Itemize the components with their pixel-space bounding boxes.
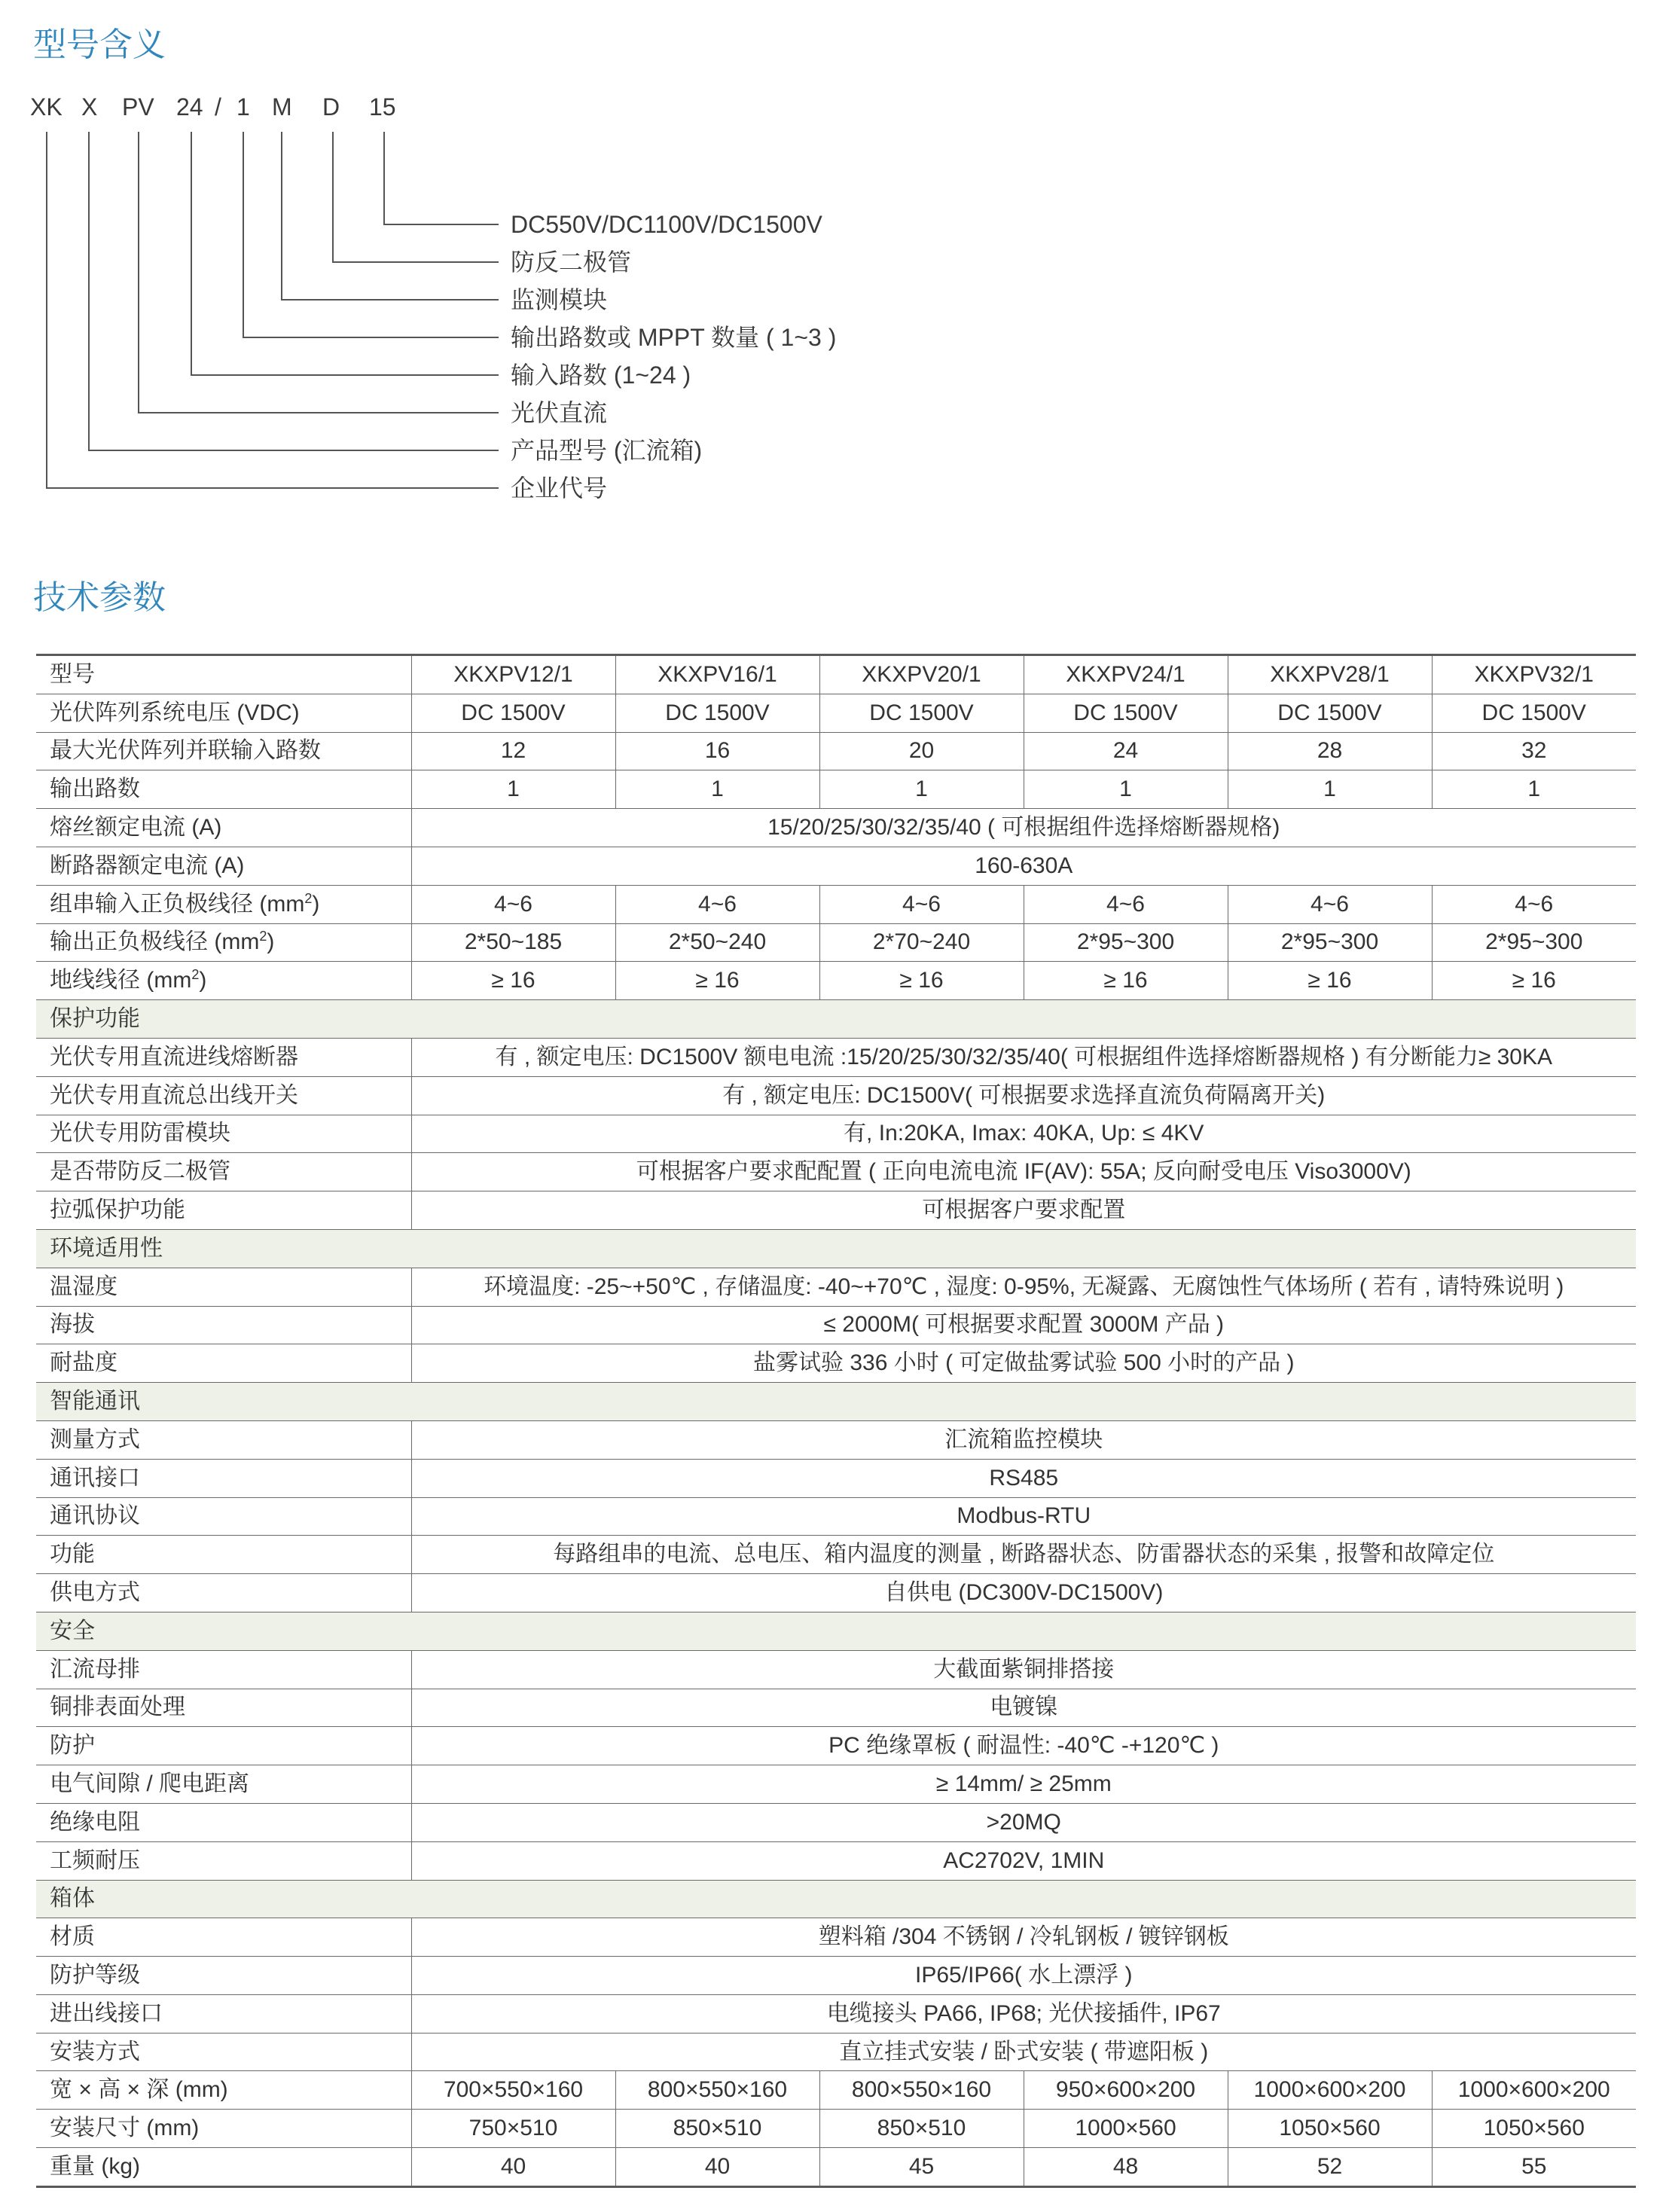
code-description: 防反二极管 <box>511 249 632 276</box>
table-row <box>36 1957 1636 1995</box>
row-value: 4~6 <box>411 885 615 923</box>
row-label-text: 地线线径 (mm <box>50 968 192 993</box>
row-label <box>36 809 411 847</box>
row-value: 塑料箱 /304 不锈钢 / 冷轧钢板 / 镀锌钢板 <box>411 1918 1636 1957</box>
row-value: 环境温度: -25~+50℃ , 存储温度: -40~+70℃ , 湿度: 0-95%, 无凝露、无腐蚀性气体场所 ( 若有 , 请特殊说明 ) <box>411 1268 1636 1306</box>
row-value: 电镀镍 <box>411 1689 1636 1727</box>
row-label-text: 宽 × 高 × 深 (mm) <box>50 2077 228 2103</box>
spec-table <box>36 654 1636 2188</box>
table-row <box>36 1994 1636 2033</box>
table-row <box>36 732 1636 770</box>
row-value: 950×600×200 <box>1024 2071 1228 2110</box>
row-label-text: 最大光伏阵列并联输入路数 <box>50 738 321 764</box>
row-value: ≥ 16 <box>1024 962 1228 1000</box>
connector-line <box>191 132 499 375</box>
row-value: 750×510 <box>411 2110 615 2148</box>
row-value: 160-630A <box>411 847 1636 885</box>
table-row <box>36 1115 1636 1153</box>
row-label <box>36 1497 411 1536</box>
row-label-text: 海拔 <box>50 1312 95 1338</box>
row-value: 850×510 <box>819 2110 1024 2148</box>
model-meaning-title: 型号含义 <box>33 26 166 63</box>
row-label-text: 光伏阵列系统电压 (VDC) <box>50 700 300 725</box>
table-row <box>36 1076 1636 1115</box>
row-label-text: 重量 (kg) <box>50 2153 140 2179</box>
row-value: RS485 <box>411 1459 1636 1497</box>
row-label <box>36 847 411 885</box>
row-value: 盐雾试验 336 小时 ( 可定做盐雾试验 500 小时的产品 ) <box>411 1344 1636 1383</box>
header-model: XKXPV28/1 <box>1228 655 1432 694</box>
table-row <box>36 1841 1636 1880</box>
connector-line <box>47 132 499 488</box>
row-label <box>36 1727 411 1765</box>
header-model: XKXPV32/1 <box>1432 655 1636 694</box>
section-header-row <box>36 1229 1636 1268</box>
table-row <box>36 2110 1636 2148</box>
row-label-text: 是否带防反二极管 <box>50 1159 230 1185</box>
row-value: 1000×560 <box>1024 2110 1228 2148</box>
row-value: 1000×600×200 <box>1432 2071 1636 2110</box>
code-part-inputs: 24 <box>176 93 203 121</box>
header-model: XKXPV20/1 <box>819 655 1024 694</box>
row-value: AC2702V, 1MIN <box>411 1841 1636 1880</box>
row-label <box>36 1076 411 1115</box>
row-value: 2*50~185 <box>411 923 615 962</box>
row-label <box>36 1115 411 1153</box>
row-label-text: 断路器额定电流 (A) <box>50 853 245 878</box>
row-label <box>36 1765 411 1804</box>
row-label-text: 功能 <box>50 1542 95 1567</box>
connector-line <box>384 132 499 224</box>
row-value: 自供电 (DC300V-DC1500V) <box>411 1574 1636 1612</box>
row-value: 2*95~300 <box>1024 923 1228 962</box>
row-label-text: 铜排表面处理 <box>50 1695 185 1720</box>
row-label <box>36 923 411 962</box>
section-header-row <box>36 1612 1636 1650</box>
code-part-voltage: 15 <box>369 93 396 121</box>
connector-line <box>333 132 499 262</box>
table-row <box>36 1191 1636 1230</box>
row-label-suffix: ) <box>267 929 275 955</box>
table-row <box>36 1306 1636 1344</box>
row-value: 可根据客户要求配置 <box>411 1191 1636 1230</box>
header-model: XKXPV12/1 <box>411 655 615 694</box>
row-label <box>36 2033 411 2071</box>
row-value: >20MQ <box>411 1803 1636 1841</box>
row-value: 4~6 <box>819 885 1024 923</box>
row-label-text: 进出线接口 <box>50 2000 163 2026</box>
table-row <box>36 809 1636 847</box>
row-label-text: 电气间隙 / 爬电距离 <box>50 1771 250 1796</box>
row-value: 15/20/25/30/32/35/40 ( 可根据组件选择熔断器规格) <box>411 809 1636 847</box>
row-label <box>36 1268 411 1306</box>
row-label-text: 通讯协议 <box>50 1503 140 1529</box>
connector-line <box>89 132 499 450</box>
row-value: 24 <box>1024 732 1228 770</box>
row-label-text: 供电方式 <box>50 1580 140 1606</box>
row-value: 45 <box>819 2148 1024 2187</box>
table-row <box>36 1918 1636 1957</box>
row-label <box>36 2110 411 2148</box>
row-label-text: 输出正负极线径 (mm <box>50 929 260 955</box>
row-value: ≥ 16 <box>615 962 819 1000</box>
row-value: 可根据客户要求配配置 ( 正向电流电流 IF(AV): 55A; 反向耐受电压 Viso3000V) <box>411 1153 1636 1191</box>
row-value: ≥ 16 <box>1432 962 1636 1000</box>
row-label-text: 光伏专用直流总出线开关 <box>50 1082 298 1108</box>
row-label-text: 光伏专用直流进线熔断器 <box>50 1044 298 1069</box>
row-label-text: 防护等级 <box>50 1962 140 1988</box>
row-value: ≤ 2000M( 可根据要求配置 3000M 产品 ) <box>411 1306 1636 1344</box>
row-label <box>36 1957 411 1995</box>
code-part-diode: D <box>322 93 340 121</box>
table-row <box>36 770 1636 809</box>
row-value: 40 <box>615 2148 819 2187</box>
row-label <box>36 1689 411 1727</box>
table-row <box>36 1689 1636 1727</box>
table-row <box>36 1765 1636 1804</box>
row-value: 1000×600×200 <box>1228 2071 1432 2110</box>
table-row <box>36 1803 1636 1841</box>
row-label <box>36 1153 411 1191</box>
row-value: DC 1500V <box>1432 694 1636 732</box>
table-row <box>36 1536 1636 1574</box>
row-label-text: 组串输入正负极线径 (mm <box>50 891 305 917</box>
row-label-text: 耐盐度 <box>50 1350 117 1376</box>
row-value: 48 <box>1024 2148 1228 2187</box>
row-label <box>36 694 411 732</box>
code-description: 企业代号 <box>511 474 608 502</box>
row-label-text: 温湿度 <box>50 1274 117 1299</box>
row-value: ≥ 16 <box>1228 962 1432 1000</box>
row-value: DC 1500V <box>1228 694 1432 732</box>
row-value: 20 <box>819 732 1024 770</box>
row-value: 4~6 <box>1024 885 1228 923</box>
connector-line <box>139 132 499 413</box>
code-description: 输入路数 (1~24 ) <box>511 362 691 389</box>
row-value: IP65/IP66( 水上漂浮 ) <box>411 1957 1636 1995</box>
row-value: 2*95~300 <box>1432 923 1636 962</box>
row-label-suffix: ) <box>199 968 207 993</box>
row-value: 16 <box>615 732 819 770</box>
code-part-monitor: M <box>272 93 292 121</box>
code-description: 产品型号 (汇流箱) <box>511 437 703 464</box>
row-value: 有 , 额定电压: DC1500V 额电电流 :15/20/25/30/32/35/40( 可根据组件选择熔断器规格 ) 有分断能力≥ 30KA <box>411 1038 1636 1076</box>
section-header-row <box>36 1000 1636 1039</box>
row-value: 汇流箱监控模块 <box>411 1420 1636 1459</box>
row-label-text: 工频耐压 <box>50 1847 140 1873</box>
table-row <box>36 1574 1636 1612</box>
table-row <box>36 694 1636 732</box>
row-value: 12 <box>411 732 615 770</box>
row-label <box>36 1459 411 1497</box>
row-value: DC 1500V <box>615 694 819 732</box>
row-label-text: 材质 <box>50 1924 95 1950</box>
table-row <box>36 847 1636 885</box>
header-model: XKXPV24/1 <box>1024 655 1228 694</box>
row-value: 有 , 额定电压: DC1500V( 可根据要求选择直流负荷隔离开关) <box>411 1076 1636 1115</box>
connector-line <box>282 132 499 300</box>
row-label <box>36 1841 411 1880</box>
section-header-label: 智能通讯 <box>36 1383 1636 1421</box>
row-label-text: 安装方式 <box>50 2039 140 2064</box>
row-value: 4~6 <box>1228 885 1432 923</box>
code-description: 监测模块 <box>511 286 608 313</box>
code-part-enterprise: XK <box>30 93 63 121</box>
row-value: DC 1500V <box>819 694 1024 732</box>
row-label <box>36 1191 411 1230</box>
row-label <box>36 1536 411 1574</box>
header-label: 型号 <box>36 655 411 694</box>
row-label-superscript: 2 <box>259 929 267 944</box>
row-label <box>36 732 411 770</box>
row-label <box>36 1306 411 1344</box>
section-header-row <box>36 1880 1636 1918</box>
section-header-row <box>36 1383 1636 1421</box>
table-row <box>36 962 1636 1000</box>
code-description: DC550V/DC1100V/DC1500V <box>511 211 822 238</box>
row-label <box>36 1650 411 1689</box>
table-row <box>36 1420 1636 1459</box>
table-row <box>36 2148 1636 2187</box>
row-label <box>36 770 411 809</box>
table-row <box>36 885 1636 923</box>
section-header-label: 安全 <box>36 1612 1636 1650</box>
spec-table-body <box>36 655 1636 2187</box>
row-label-superscript: 2 <box>304 890 313 906</box>
row-label-text: 输出路数 <box>50 776 140 802</box>
table-row <box>36 1268 1636 1306</box>
code-part-slash: / <box>215 93 221 121</box>
row-value: 大截面紫铜排搭接 <box>411 1650 1636 1689</box>
row-value: 1 <box>819 770 1024 809</box>
table-row <box>36 2071 1636 2110</box>
row-value: 电缆接头 PA66, IP68; 光伏接插件, IP67 <box>411 1994 1636 2033</box>
row-label <box>36 885 411 923</box>
row-value: 40 <box>411 2148 615 2187</box>
row-label-superscript: 2 <box>191 967 200 983</box>
row-label-text: 绝缘电阻 <box>50 1809 140 1835</box>
row-value: 28 <box>1228 732 1432 770</box>
table-row <box>36 2033 1636 2071</box>
row-value: 1 <box>1024 770 1228 809</box>
row-value: 4~6 <box>1432 885 1636 923</box>
row-value: 有, In:20KA, Imax: 40KA, Up: ≤ 4KV <box>411 1115 1636 1153</box>
model-code-connector-lines <box>0 0 1666 542</box>
row-value: 1050×560 <box>1432 2110 1636 2148</box>
row-value: 52 <box>1228 2148 1432 2187</box>
code-description: 光伏直流 <box>511 399 608 426</box>
row-label <box>36 1574 411 1612</box>
row-value: 每路组串的电流、总电压、箱内温度的测量 , 断路器状态、防雷器状态的采集 , 报警和故障定位 <box>411 1536 1636 1574</box>
table-row <box>36 1344 1636 1383</box>
row-value: PC 绝缘罩板 ( 耐温性: -40℃ -+120℃ ) <box>411 1727 1636 1765</box>
row-label-text: 拉弧保护功能 <box>50 1198 185 1223</box>
code-part-product: X <box>81 93 98 121</box>
table-row <box>36 1153 1636 1191</box>
row-value: 55 <box>1432 2148 1636 2187</box>
row-label <box>36 1918 411 1957</box>
row-label-text: 安装尺寸 (mm) <box>50 2116 200 2141</box>
row-label-text: 通讯接口 <box>50 1465 140 1490</box>
table-row <box>36 1459 1636 1497</box>
row-label-text: 熔丝额定电流 (A) <box>50 815 222 841</box>
row-label <box>36 1038 411 1076</box>
row-value: 1 <box>1432 770 1636 809</box>
row-label-text: 防护 <box>50 1733 95 1759</box>
row-value: ≥ 14mm/ ≥ 25mm <box>411 1765 1636 1804</box>
row-value: 直立挂式安装 / 卧式安装 ( 带遮阳板 ) <box>411 2033 1636 2071</box>
model-code-diagram <box>0 0 1666 542</box>
row-value: DC 1500V <box>1024 694 1228 732</box>
row-value: 850×510 <box>615 2110 819 2148</box>
header-model: XKXPV16/1 <box>615 655 819 694</box>
row-value: 2*95~300 <box>1228 923 1432 962</box>
row-label-suffix: ) <box>312 891 320 917</box>
row-value: ≥ 16 <box>411 962 615 1000</box>
row-label <box>36 1803 411 1841</box>
row-value: 1 <box>615 770 819 809</box>
code-description: 输出路数或 MPPT 数量 ( 1~3 ) <box>511 324 837 351</box>
row-value: 800×550×160 <box>819 2071 1024 2110</box>
table-row <box>36 923 1636 962</box>
row-label <box>36 2071 411 2110</box>
row-value: 32 <box>1432 732 1636 770</box>
spec-title: 技术参数 <box>33 579 166 616</box>
row-value: 2*70~240 <box>819 923 1024 962</box>
table-row <box>36 1497 1636 1536</box>
row-value: 1050×560 <box>1228 2110 1432 2148</box>
table-row <box>36 1727 1636 1765</box>
code-part-pv: PV <box>122 93 154 121</box>
row-label-text: 光伏专用防雷模块 <box>50 1121 230 1146</box>
section-header-label: 环境适用性 <box>36 1229 1636 1268</box>
code-part-outputs: 1 <box>236 93 250 121</box>
row-value: 4~6 <box>615 885 819 923</box>
table-row <box>36 1038 1636 1076</box>
row-value: 700×550×160 <box>411 2071 615 2110</box>
row-value: Modbus-RTU <box>411 1497 1636 1536</box>
table-header-row <box>36 655 1636 694</box>
row-label <box>36 1420 411 1459</box>
row-label <box>36 2148 411 2187</box>
row-value: 1 <box>1228 770 1432 809</box>
section-header-label: 保护功能 <box>36 1000 1636 1039</box>
row-label-text: 测量方式 <box>50 1426 140 1452</box>
row-value: DC 1500V <box>411 694 615 732</box>
section-header-label: 箱体 <box>36 1880 1636 1918</box>
row-value: 2*50~240 <box>615 923 819 962</box>
row-label-text: 汇流母排 <box>50 1656 140 1682</box>
row-label <box>36 1344 411 1383</box>
row-value: ≥ 16 <box>819 962 1024 1000</box>
table-row <box>36 1650 1636 1689</box>
row-value: 800×550×160 <box>615 2071 819 2110</box>
row-label <box>36 962 411 1000</box>
row-label <box>36 1994 411 2033</box>
row-value: 1 <box>411 770 615 809</box>
